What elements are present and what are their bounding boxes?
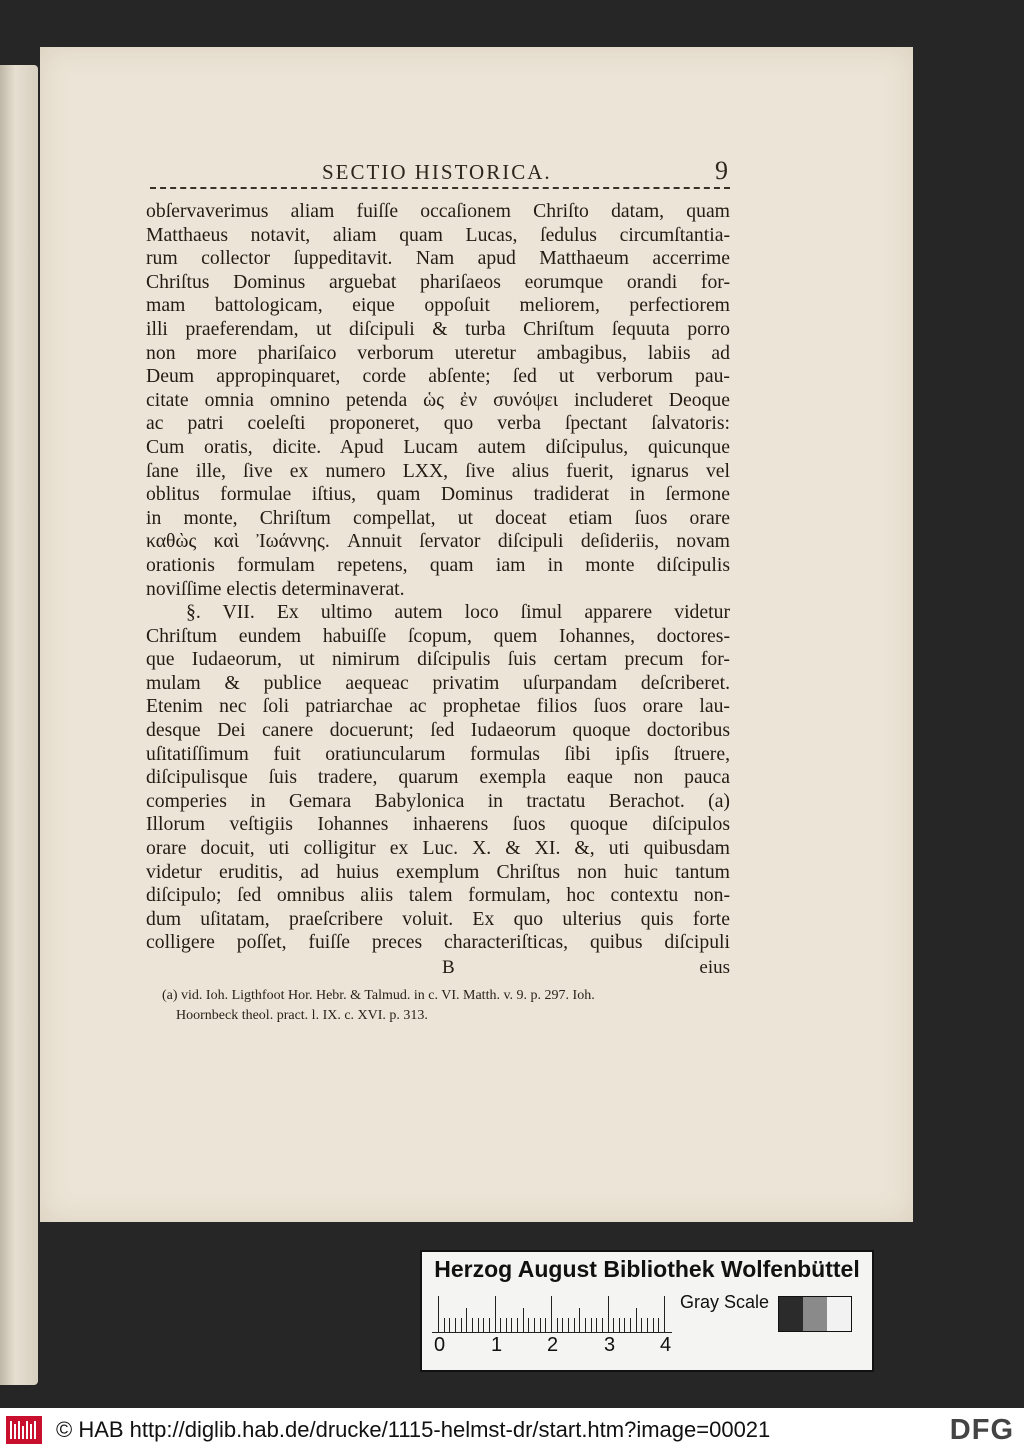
- ruler-tick: [568, 1318, 569, 1332]
- gray-swatch: [779, 1297, 803, 1331]
- ruler-tick: [500, 1318, 501, 1332]
- text-line: uſitatiſſimum fuit oratiuncularum formulas ſibi ipſis ſtruere,: [146, 742, 730, 765]
- ruler-tick: [641, 1318, 642, 1332]
- text-line: mulam & publice aequeac privatim uſurpandam deſcriberet.: [146, 671, 730, 694]
- ruler-tick: [624, 1318, 625, 1332]
- ruler-tick: [472, 1318, 473, 1332]
- text-line: Etenim nec ſoli patriarchae ac prophetae filios ſuos orare lau-: [146, 695, 730, 718]
- text-line: Cum oratis, dicite. Apud Lucam autem diſcipulus, quicunque: [146, 435, 730, 458]
- ruler-number: 3: [604, 1334, 616, 1356]
- text-line: Chriſtus Dominus arguebat phariſaeos eorumque orandi for-: [146, 270, 730, 293]
- footnote-line: (a) vid. Ioh. Ligthfoot Hor. Hebr. & Talmud. in c. VI. Matth. v. 9. p. 297. Ioh.: [162, 988, 595, 1003]
- ruler-tick: [664, 1296, 665, 1332]
- ruler-tick: [517, 1318, 518, 1332]
- text-line: noviſſime electis determinaverat.: [146, 577, 405, 600]
- ruler-tick: [528, 1318, 529, 1332]
- text-line: dum uſitatam, praeſcribere voluit. Ex quo ulterius quis forte: [146, 907, 730, 930]
- catch-word: eius: [699, 957, 730, 978]
- text-line: Chriſtum eundem habuiſſe ſcopum, quem Iohannes, doctores-: [146, 624, 730, 647]
- gray-scale-label: Gray Scale: [680, 1292, 770, 1312]
- text-line: Illorum veſtigiis Iohannes inhaerens ſuos quoque diſcipulos: [146, 813, 730, 836]
- target-title: Herzog August Bibliothek Wolfenbüttel: [434, 1256, 860, 1282]
- signature-mark: B: [442, 957, 455, 978]
- text-line: ac patri coeleſti proponeret, quo verba ſpectant ſalvatoris:: [146, 412, 730, 435]
- ruler-tick: [557, 1318, 558, 1332]
- ruler-tick: [540, 1318, 541, 1332]
- text-line: Deum appropinquaret, corde abſente; ſed ut verborum pau-: [146, 365, 730, 388]
- text-line: desque Dei canere docuerunt; ſed Iudaeorum quoque doctoribus: [146, 719, 730, 742]
- ruler-tick: [630, 1318, 631, 1332]
- text-line: Matthaeus notavit, aliam quam Lucas, ſedulus circumſtantia-: [146, 223, 730, 246]
- text-line: que Iudaeorum, ut nimirum diſcipulis ſuis certam precum for-: [146, 648, 730, 671]
- text-line: in monte, Chriſtum compellat, ut doceat etiam ſuos orare: [146, 506, 730, 529]
- text-line: obſervaverimus aliam fuiſſe occaſionem Chriſto datam, quam: [146, 200, 730, 222]
- text-line: §. VII. Ex ultimo autem loco ſimul apparere videtur: [186, 601, 730, 624]
- head-rule: [150, 187, 730, 189]
- text-line: oblitus formulae iſtius, quam Dominus tradiderat in ſermone: [146, 483, 730, 506]
- body-text: [146, 200, 730, 955]
- ruler-tick: [658, 1318, 659, 1332]
- ruler-tick: [579, 1308, 580, 1332]
- dfg-logo: DFG: [949, 1414, 1014, 1446]
- ruler-tick: [551, 1296, 552, 1332]
- ruler-tick: [461, 1318, 462, 1332]
- footnote-line: Hoornbeck theol. pract. l. IX. c. XVI. p. 313.: [176, 1008, 428, 1023]
- ruler-tick: [489, 1318, 490, 1332]
- footnote: [162, 986, 732, 1026]
- text-line: colligere poſſet, fuiſſe preces characteriſticas, quibus diſcipuli: [146, 931, 730, 954]
- gray-swatch: [803, 1297, 827, 1331]
- text-line: illi praeferendam, ut diſcipuli & turba Chriſtum ſequuta porro: [146, 317, 730, 340]
- ruler-tick: [506, 1318, 507, 1332]
- ruler-tick: [602, 1318, 603, 1332]
- text-line: orationis formulam repetens, quam iam in monte diſcipulis: [146, 553, 730, 576]
- gray-scale-swatches: [778, 1296, 852, 1332]
- ruler-tick: [534, 1318, 535, 1332]
- ruler-tick: [647, 1318, 648, 1332]
- ruler-tick: [619, 1318, 620, 1332]
- ruler-tick: [591, 1318, 592, 1332]
- ruler-tick: [585, 1318, 586, 1332]
- ruler-number: 2: [547, 1334, 559, 1356]
- ruler-numbers: [422, 1334, 692, 1358]
- footer-url[interactable]: © HAB http://diglib.hab.de/drucke/1115-helmst-dr/start.htm?image=00021: [56, 1417, 771, 1442]
- ruler-tick: [466, 1308, 467, 1332]
- ruler-tick: [438, 1296, 439, 1332]
- text-line: mam battologicam, eique oppoſuit meliorem, perfectiorem: [146, 294, 730, 317]
- ruler-tick: [653, 1318, 654, 1332]
- ruler-tick: [511, 1318, 512, 1332]
- scale-ruler: [432, 1292, 672, 1333]
- text-line: ſane ille, ſive ex numero LXX, ſive alius fuerit, ignarus vel: [146, 459, 730, 482]
- ruler-tick: [636, 1308, 637, 1332]
- text-line: videtur eruditis, ad huius exemplum Chriſtus non huic tantum: [146, 860, 730, 883]
- color-target: [420, 1250, 874, 1372]
- ruler-number: 4: [660, 1334, 672, 1356]
- ruler-tick: [613, 1318, 614, 1332]
- text-line: non more phariſaico verborum uteretur ambagibus, labiis ad: [146, 341, 730, 364]
- ruler-number: 0: [434, 1334, 446, 1356]
- footer-bar: [0, 1408, 1024, 1452]
- ruler-tick: [449, 1318, 450, 1332]
- ruler-number: 1: [491, 1334, 503, 1356]
- ruler-tick: [574, 1318, 575, 1332]
- ruler-tick: [483, 1318, 484, 1332]
- text-line: citate omnia omnino petenda ὡς ἐν συνόψει includeret Deoque: [146, 388, 730, 411]
- text-line: καθὼς καὶ Ἰωάννης. Annuit ſervator diſcipuli deſideriis, novam: [146, 530, 730, 553]
- ruler-tick: [455, 1318, 456, 1332]
- ruler-tick: [478, 1318, 479, 1332]
- gray-swatch: [827, 1297, 851, 1331]
- text-line: orare docuit, uti colligitur ex Luc. X. & XI. &, uti quibusdam: [146, 837, 730, 860]
- ruler-tick: [495, 1296, 496, 1332]
- ruler-tick: [608, 1296, 609, 1332]
- running-head: SECTIO HISTORICA.: [322, 160, 552, 184]
- ruler-tick: [444, 1318, 445, 1332]
- text-line: diſcipulisque ſuis tradere, quarum exempla eaque non pauca: [146, 766, 730, 789]
- text-line: diſcipulo; ſed omnibus aliis talem formulam, hoc contextu non-: [146, 884, 730, 907]
- text-line: comperies in Gemara Babylonica in tractatu Berachot. (a): [146, 789, 730, 812]
- page-number: 9: [715, 156, 728, 185]
- facing-page-edge: [0, 65, 38, 1385]
- ruler-tick: [545, 1318, 546, 1332]
- text-line: rum collector ſuppeditavit. Nam apud Matthaeum accerrime: [146, 247, 730, 270]
- hab-logo-icon: [6, 1416, 42, 1444]
- ruler-tick: [596, 1318, 597, 1332]
- ruler-tick: [562, 1318, 563, 1332]
- ruler-tick: [523, 1308, 524, 1332]
